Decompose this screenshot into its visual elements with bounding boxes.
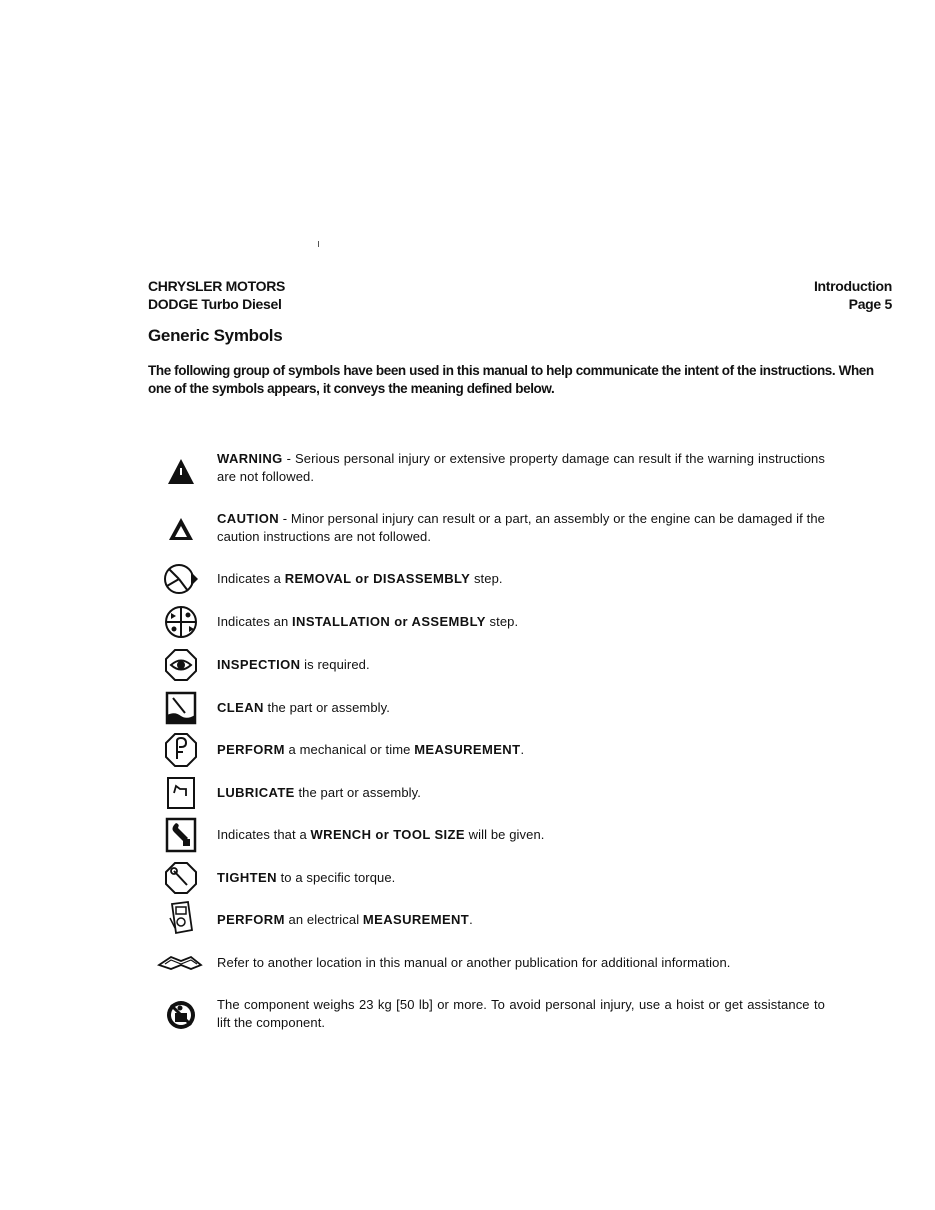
clean-icon <box>160 687 202 729</box>
measurement-caliper-icon <box>160 729 202 771</box>
intro-paragraph: The following group of symbols have been used in this manual to help communicate the intent of the instructions. When one of the symbols appears, it conveys the meaning defined below. <box>148 363 874 396</box>
header-right <box>814 277 892 313</box>
symbol-description: PERFORM an electrical MEASUREMENT. <box>217 912 473 927</box>
scan-mark <box>318 241 319 247</box>
installation-icon <box>160 601 202 643</box>
symbol-description: Indicates an INSTALLATION or ASSEMBLY step. <box>217 614 519 629</box>
electrical-meter-icon <box>160 897 202 939</box>
symbol-description: LUBRICATE the part or assembly. <box>217 785 421 800</box>
symbol-description: The component weighs 23 kg [50 lb] or more. To avoid personal injury, use a hoist or get assistance to lift the component. <box>217 997 825 1030</box>
removal-icon <box>160 558 202 600</box>
header-left <box>148 277 285 313</box>
header-company: CHRYSLER MOTORS <box>148 278 286 294</box>
inspection-eye-icon <box>160 644 202 686</box>
header-product: DODGE Turbo Diesel <box>148 296 282 312</box>
symbol-description: Indicates that a WRENCH or TOOL SIZE will be given. <box>217 827 545 842</box>
heavy-lift-icon <box>160 994 202 1036</box>
lubricate-oilcan-icon <box>160 772 202 814</box>
header-page-number: Page 5 <box>848 296 892 312</box>
warning-triangle-icon <box>160 450 202 492</box>
symbol-description: PERFORM a mechanical or time MEASUREMENT. <box>217 742 525 757</box>
book-reference-icon <box>156 942 204 984</box>
caution-triangle-icon <box>160 508 202 550</box>
symbol-description: WARNING - Serious personal injury or extensive property damage can result if the warning instructions are not followed. <box>217 451 825 484</box>
symbol-description: CLEAN the part or assembly. <box>217 700 391 715</box>
symbol-description: Indicates a REMOVAL or DISASSEMBLY step. <box>217 571 503 586</box>
symbol-description: INSPECTION is required. <box>217 657 370 672</box>
section-title: Generic Symbols <box>148 326 283 345</box>
torque-wrench-icon <box>160 857 202 899</box>
symbol-description: Refer to another location in this manual or another publication for additional information. <box>217 955 731 970</box>
wrench-size-icon <box>160 814 202 856</box>
symbol-description: CAUTION - Minor personal injury can result or a part, an assembly or the engine can be damaged if the caution instructions are not followed. <box>217 511 825 544</box>
symbol-description: TIGHTEN to a specific torque. <box>217 870 396 885</box>
header-section: Introduction <box>813 278 892 294</box>
